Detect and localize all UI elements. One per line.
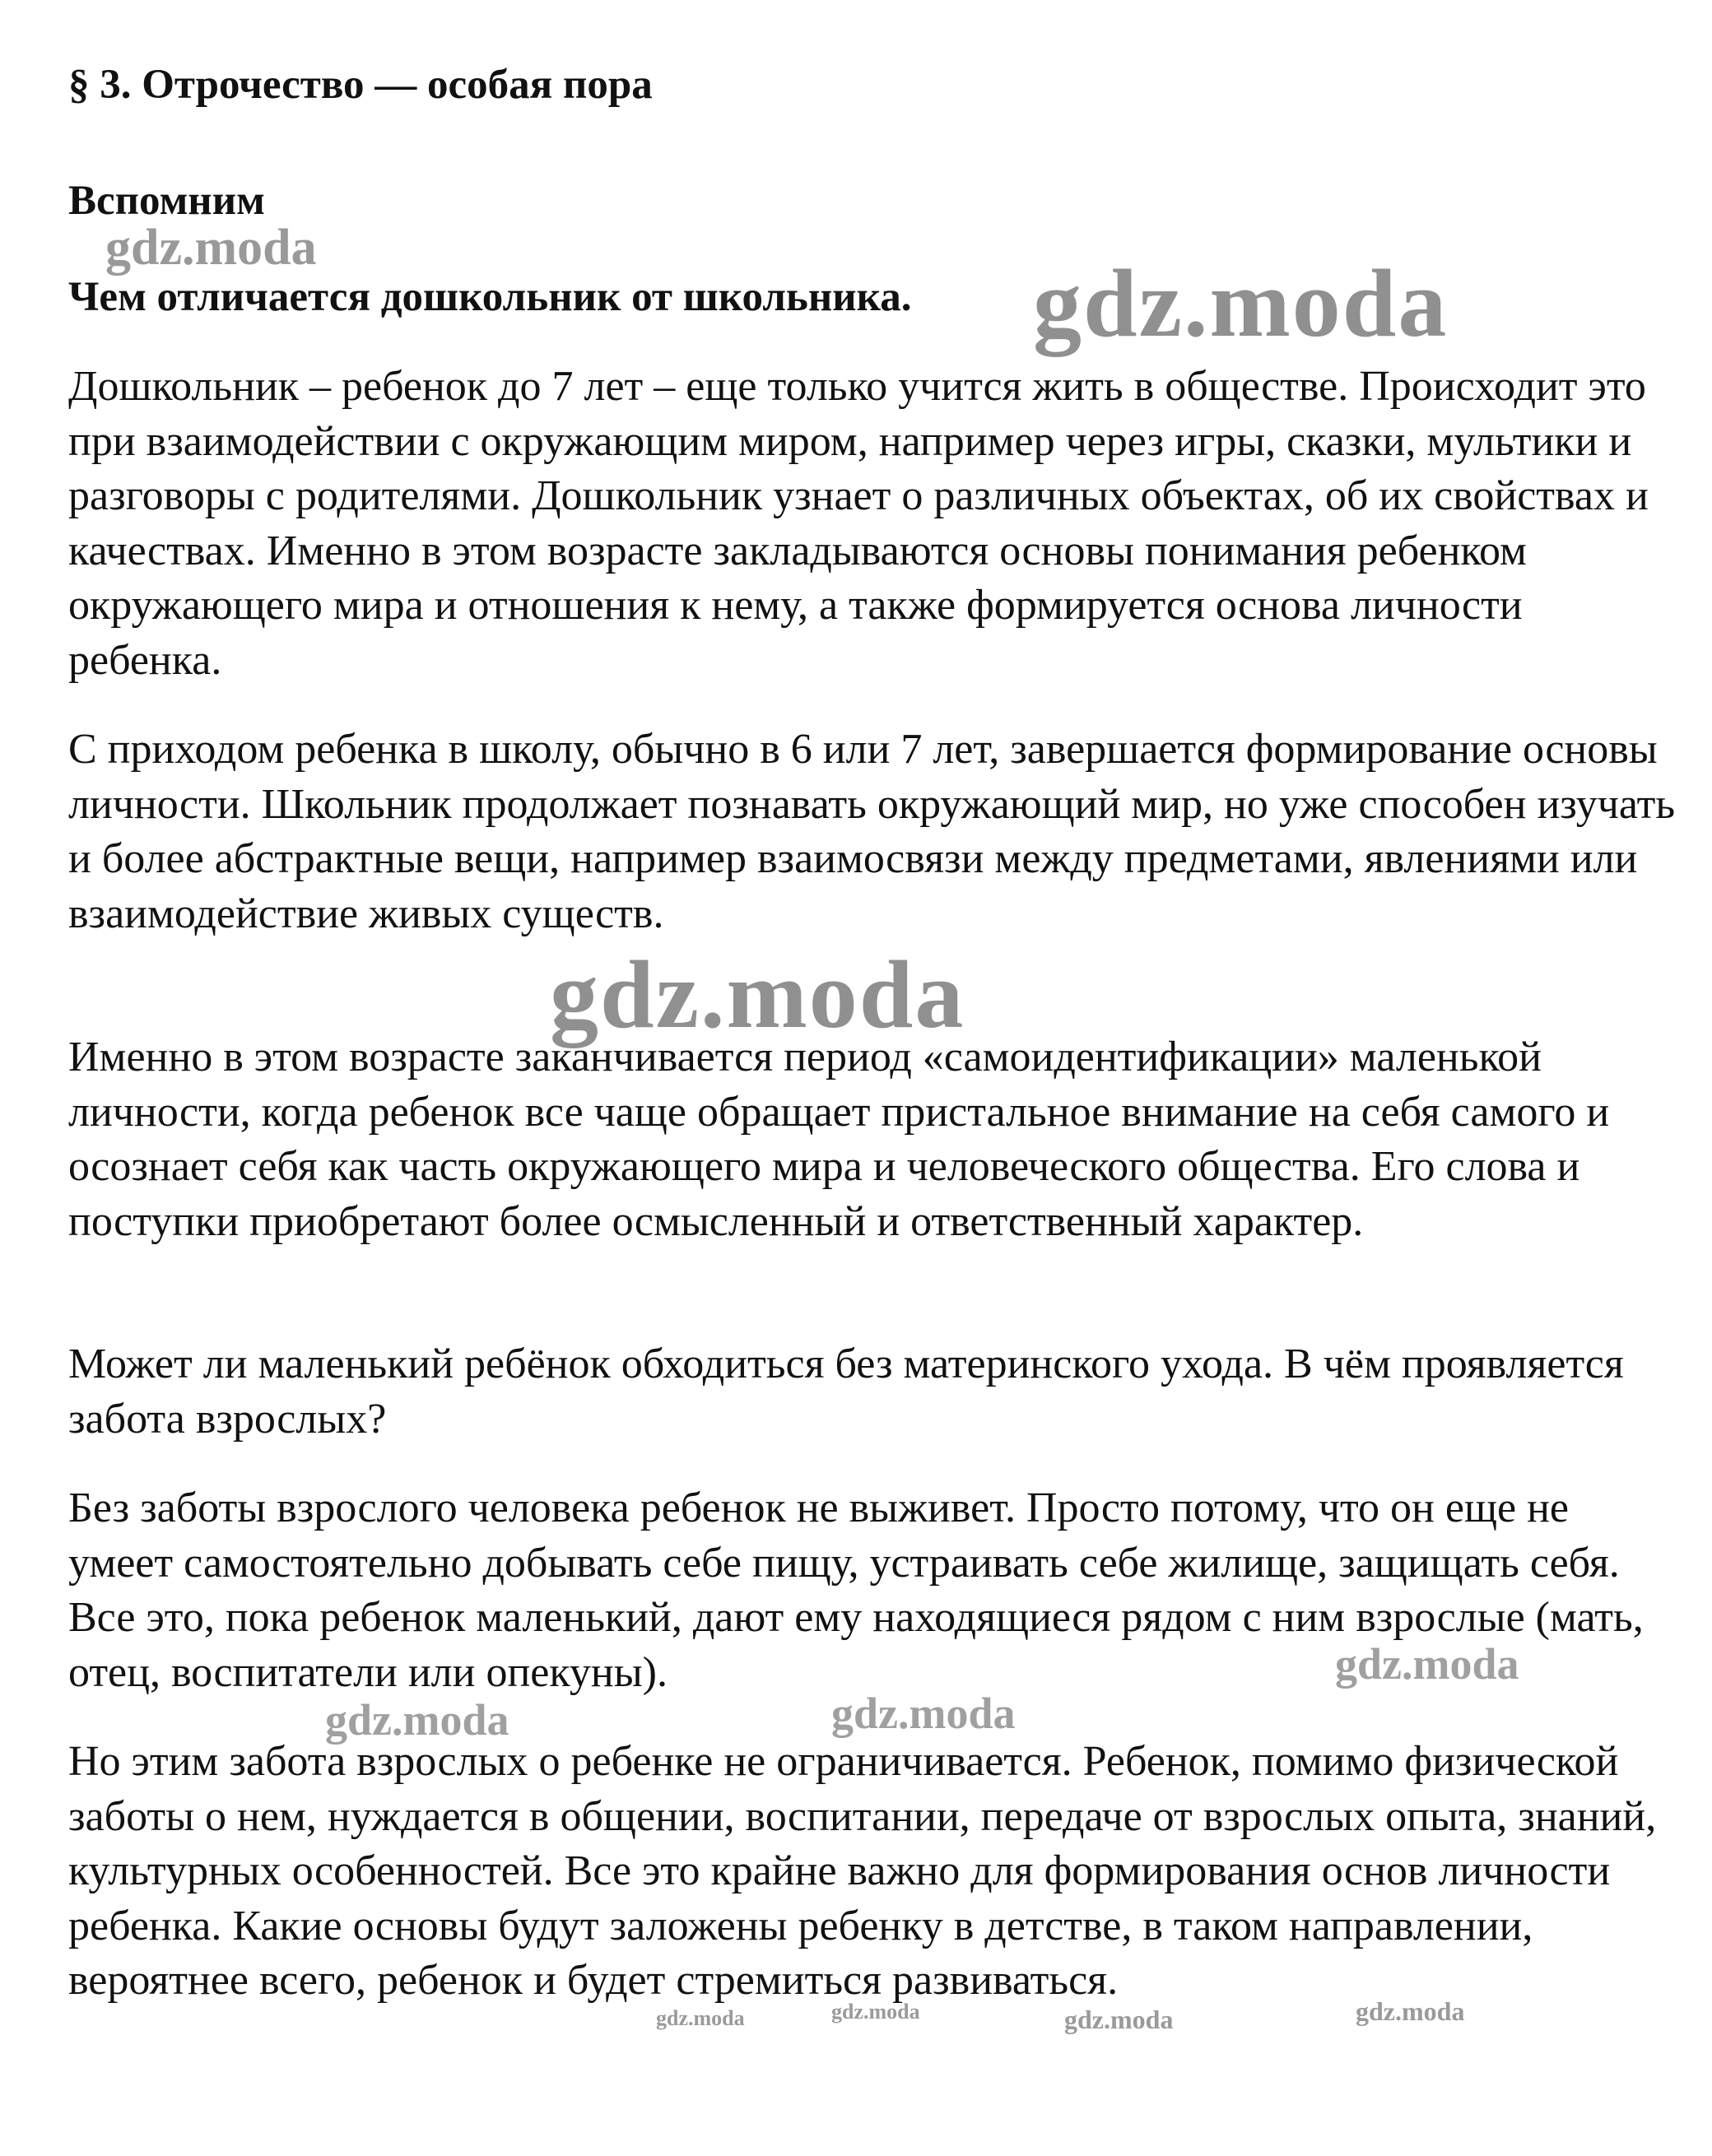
watermark: gdz.moda [105,220,317,276]
watermark: gdz.moda [831,1689,1016,1738]
paragraph-3: Именно в этом возрасте заканчивается период «самоидентификации» маленькой личности, когда ребенок все чаще обращает пристальное внимание на себя самого и осознает себя как часть окружающего мира и человеческого общества. Его слова и поступки приобретают более осмысленный и ответственный характер. [68,1034,1610,1245]
watermark: gdz.moda [325,1695,509,1745]
watermark: gdz.moda [1356,1996,1465,2026]
watermark: gdz.moda [550,941,965,1048]
paragraph-4: Может ли маленький ребёнок обходиться без материнского ухода. В чём проявляется забота взрослых? [68,1341,1624,1443]
paragraph-6: Но этим забота взрослых о ребенке не ограничивается. Ребенок, помимо физической заботы о нем, нуждается в общении, воспитании, передаче от взрослых опыта, знаний, культурных особенностей. Все это крайне важно для формирования основ личности ребенка. Какие основы будут заложены ребенку в детстве, в таком направлении, вероятнее всего, ребенок и будет стремиться развиваться. [68,1738,1657,2004]
watermark: gdz.moda [656,2006,745,2030]
paragraph-1: Дошкольник – ребенок до 7 лет – еще только учится жить в обществе. Происходит это при взаимодействии с окружающим миром, например через игры, сказки, мультики и разговоры с родителями. Дошкольник узнает о различных объектах, об их свойствах и качествах. Именно в этом возрасте закладываются основы понимания ребенком окружающего мира и отношения к нему, а также формируется основа личности ребенка. [68,363,1649,684]
question-heading: Чем отличается дошкольник от школьника. [68,274,912,320]
paragraph-5: Без заботы взрослого человека ребенок не выживет. Просто потому, что он еще не умеет самостоятельно добывать себе пищу, устраивать себе жилище, защищать себя. Все это, пока ребенок маленький, дают ему находящиеся рядом с ним взрослые (мать, отец, воспитатели или опекуны). [68,1485,1644,1696]
subheading: Вспомним [68,178,265,224]
paragraph-2: С приходом ребенка в школу, обычно в 6 или 7 лет, завершается формирование основы личности. Школьник продолжает познавать окружающий мир, но уже способен изучать и более абстрактные вещи, например взаимосвязи между предметами, явлениями или взаимодействие живых существ. [68,726,1676,937]
watermark: gdz.moda [1064,2005,1174,2034]
watermark: gdz.moda [1033,249,1449,357]
watermark: gdz.moda [1335,1639,1519,1689]
section-title: § 3. Отрочество — особая пора [68,62,653,108]
watermark: gdz.moda [831,2000,920,2024]
